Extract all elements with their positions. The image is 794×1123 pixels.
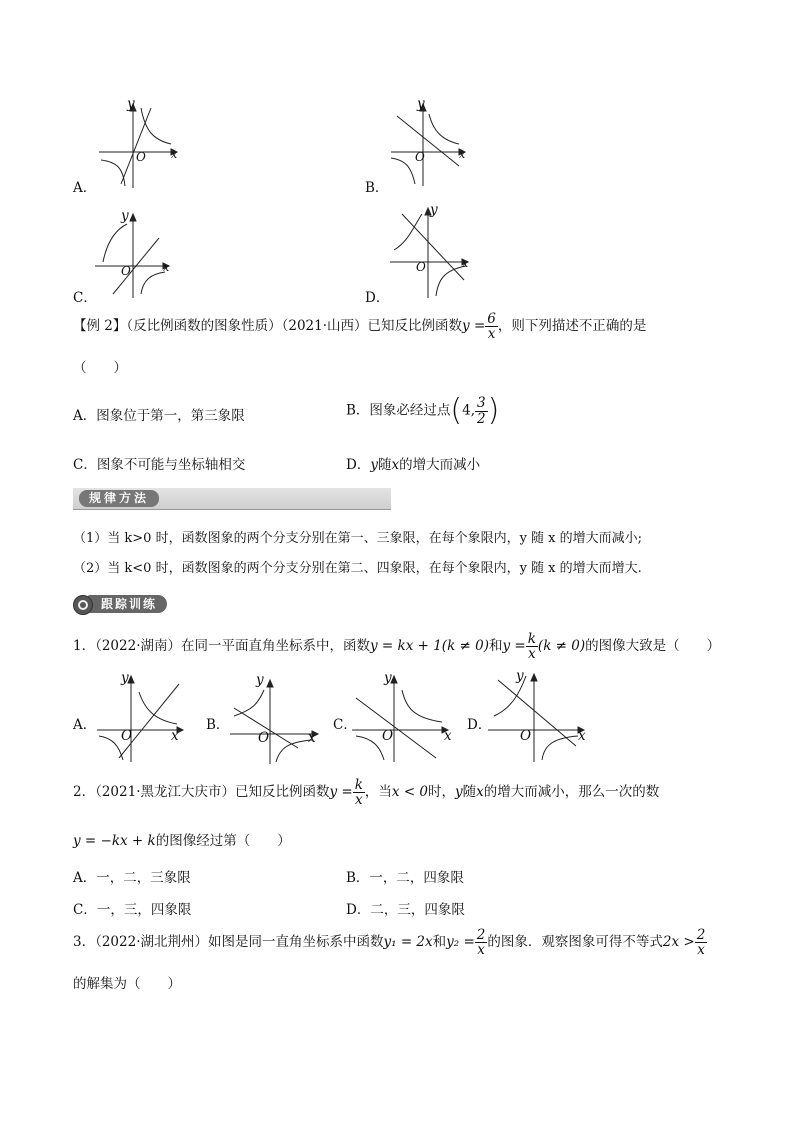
x-label: x — [444, 728, 452, 744]
example2-option-a[interactable]: A．图象位于第一，第三象限 — [73, 408, 245, 424]
option-a-plot — [95, 100, 185, 190]
q1-option-c-plot — [350, 670, 460, 765]
option-b-graph[interactable] — [387, 96, 477, 190]
example2-option-d[interactable]: D．y随x的增大而减小 — [346, 457, 481, 473]
q1-option-c-label: C． — [333, 717, 357, 733]
option-b-plot — [387, 100, 477, 190]
y-label: y — [256, 672, 264, 688]
example2-option-b[interactable]: B．图象必经过点(4, $\frac{3}{2}$ ) — [346, 393, 500, 428]
y-label: y — [121, 670, 129, 686]
origin-label: O — [121, 728, 133, 744]
q1-option-c-graph[interactable] — [350, 670, 460, 765]
q2-line2: y = −kx + k的图像经过第（ ） — [73, 833, 291, 849]
x-label: x — [171, 728, 179, 744]
option-a-label: A． — [73, 180, 97, 196]
q1-option-b-label: B． — [206, 717, 230, 733]
x-label: x — [308, 730, 316, 746]
example2-paren: （ ） — [73, 360, 127, 376]
target-icon — [73, 595, 93, 615]
option-c-plot — [93, 208, 183, 300]
q1-option-a-graph[interactable] — [95, 670, 195, 765]
q1-stem: 1．（2022·湖南）在同一平面直角坐标系中，函数y = kx + 1(k ≠ 0)和y = $\frac{k}{x}$ (k ≠ 0)的图像大致是（ ） — [73, 631, 721, 663]
q2-option-a[interactable]: A．一，二，三象限 — [73, 870, 191, 886]
hyperbola-branch-1 — [141, 108, 171, 144]
option-a-graph[interactable] — [95, 96, 185, 190]
y-label: y — [516, 668, 524, 684]
linear-line — [121, 108, 151, 184]
q1-option-b-plot — [228, 672, 328, 767]
q2-option-b[interactable]: B．一，二，四象限 — [346, 870, 464, 886]
rule-1: （1）当 k>0 时，函数图象的两个分支分别在第一、三象限，在每个象限内，y 随 x 的增大而减小; — [73, 531, 643, 546]
x-label: x — [578, 728, 586, 744]
option-d-plot — [386, 204, 478, 300]
option-d-graph[interactable] — [386, 204, 478, 300]
option-c-label: C． — [73, 290, 97, 306]
y-label: y — [127, 96, 135, 112]
rule-2: （2）当 k<0 时，函数图象的两个分支分别在第二、四象限，在每个象限内，y 随 x 的增大而增大. — [73, 561, 642, 576]
origin-label: O — [416, 260, 426, 274]
q1-option-a-label: A． — [73, 717, 97, 733]
x-label: x — [462, 257, 469, 270]
origin-label: O — [382, 728, 394, 744]
example2-fraction: $\frac{6}{x}$ — [487, 311, 496, 343]
origin-label: O — [121, 264, 131, 278]
y-label: y — [121, 208, 129, 224]
q3-line2: 的解集为（ ） — [73, 976, 181, 992]
rule-banner — [73, 488, 391, 510]
q1-option-d-plot — [486, 666, 596, 766]
option-b-label: B． — [365, 180, 389, 196]
origin-label: O — [258, 730, 270, 746]
option-c-graph[interactable] — [93, 208, 183, 300]
example2-option-c[interactable]: C．图象不可能与坐标轴相交 — [73, 457, 246, 473]
y-label: y — [384, 670, 392, 686]
track-banner-title: 跟踪训练 — [87, 595, 167, 613]
q1-option-a-plot — [95, 670, 195, 765]
y-label: y — [417, 96, 425, 112]
q3-stem: 3．（2022·湖北荆州）如图是同一直角坐标系中函数y₁ = 2x和y₂ = $\frac{2}{x}$ 的图象．观察图象可得不等式2x > $\frac{2}{x}$ — [73, 927, 706, 959]
q1-option-d-label: D． — [467, 717, 492, 733]
origin-label: O — [520, 728, 532, 744]
rule-banner-title: 规律方法 — [79, 490, 159, 507]
x-label: x — [163, 261, 170, 274]
origin-label: O — [136, 150, 146, 164]
y-label: y — [430, 202, 438, 218]
q2-stem: 2．（2021·黑龙江大庆市）已知反比例函数y = $\frac{k}{x}$ ，当x < 0时，y随x的增大而减小，那么一次的数 — [73, 777, 660, 809]
q2-option-c[interactable]: C．一，三，四象限 — [73, 902, 192, 918]
x-label: x — [459, 148, 466, 161]
origin-label: O — [415, 150, 425, 164]
x-label: x — [171, 148, 178, 161]
example2-stem: 【例 2】（反比例函数的图象性质）（2021·山西）已知反比例函数y = $\frac{6}{x}$ ，则下列描述不正确的是 — [73, 311, 647, 343]
linear-line — [402, 214, 464, 280]
option-d-label: D． — [365, 290, 390, 306]
q1-option-b-graph[interactable] — [228, 672, 328, 767]
q1-option-d-graph[interactable] — [486, 666, 596, 766]
q2-option-d[interactable]: D．二，三，四象限 — [346, 902, 465, 918]
